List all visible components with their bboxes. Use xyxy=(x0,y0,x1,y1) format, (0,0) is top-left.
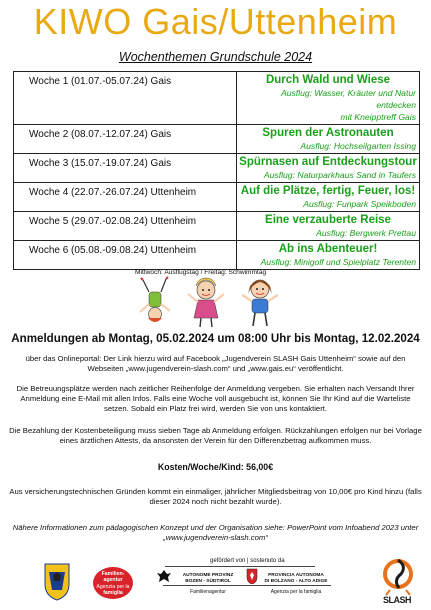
kid-cartwheel-icon xyxy=(140,277,170,322)
info-paragraph-places: Die Betreuungsplätze werden nach zeitlicher Reihenfolge der Anmeldung vergeben. Sie erhalten nach Versandt Ihrer Anmeldung eine E-Mail mit allen Infos. Falls eine Woche voll ausgebucht ist, können Sie Ihr Kind auf die Warteliste setzen. Sobald ein Platz frei wird, werden Sie von uns kontaktiert. xyxy=(16,384,415,413)
registration-period: Anmeldungen ab Montag, 05.02.2024 um 08:00 Uhr bis Montag, 12.02.2024 xyxy=(11,332,420,345)
slash-logo-text: SLASH xyxy=(383,595,412,605)
theme-title: Spuren der Astronauten xyxy=(262,127,394,139)
theme-cell xyxy=(237,241,420,270)
kid-right-icon xyxy=(242,280,278,326)
info-paragraph-more-info: Nähere Informationen zum pädagogischen Konzept und der Organisation siehe: PowerPoint vom Infoabend 2023 unter „www.jugendverein-slash.com“ xyxy=(12,523,419,542)
cost-per-week: Kosten/Woche/Kind: 56,00€ xyxy=(157,462,274,472)
province-de-line1: AUTONOME PROVINZ xyxy=(182,573,234,578)
theme-trip: Ausflug: Naturparkhaus Sand in Taufers xyxy=(263,170,416,180)
familienagentur-de: Familienagentur xyxy=(190,589,226,595)
theme-trip: Ausflug: Minigolf und Spielplatz Terenten xyxy=(260,257,416,267)
theme-title: Ab ins Abenteuer! xyxy=(278,243,378,255)
theme-trip: Ausflug: Bergwerk Prettau xyxy=(316,228,416,238)
theme-title: Eine verzauberte Reise xyxy=(265,214,391,226)
svg-text:Agenzia per la: Agenzia per la xyxy=(96,584,130,590)
theme-trip-line2: mit Kneipptreff Gais xyxy=(340,112,416,122)
theme-trip: Ausflug: Funpark Speikboden xyxy=(303,199,416,209)
theme-title: Durch Wald und Wiese xyxy=(265,74,391,86)
week-cell: Woche 2 (08.07.-12.07.24) Gais xyxy=(14,125,237,154)
south-tyrol-eagle-icon xyxy=(156,569,172,583)
svg-text:famiglia: famiglia xyxy=(103,590,123,596)
theme-cell xyxy=(237,125,420,154)
table-row xyxy=(14,72,420,125)
table-row xyxy=(14,183,420,212)
familienagentur-it: Agenzia per la famiglia xyxy=(270,589,322,595)
footer-divider xyxy=(165,566,315,567)
theme-title: Auf die Plätze, fertig, Feuer, los! xyxy=(240,185,416,197)
support-label: gefördert von | sostenuto da xyxy=(210,558,285,564)
svg-text:Familien-: Familien- xyxy=(101,571,125,577)
table-row xyxy=(14,212,420,241)
familienagentur-logo xyxy=(92,566,134,600)
province-it-line2: DI BOLZANO - ALTO ADIGE xyxy=(264,579,328,584)
table-row xyxy=(14,125,420,154)
info-paragraph-online: über das Onlineportal: Der Link hierzu wird auf Facebook „Jugendverein SLASH Gais Uttenheim“ sowie auf den Webseiten „www.jugendverein-slash.com“ und „www.gais.eu“ veröffentlicht. xyxy=(25,354,406,373)
theme-cell xyxy=(237,212,420,241)
theme-trip: Ausflug: Wasser, Kräuter und Natur entdecken xyxy=(280,88,416,110)
theme-cell xyxy=(237,154,420,183)
province-name-de xyxy=(172,573,244,585)
province-it-line1: PROVINCIA AUTONOMA xyxy=(268,573,324,578)
kids-illustration xyxy=(138,276,303,328)
svg-text:agentur: agentur xyxy=(103,577,123,583)
gais-coat-of-arms-icon xyxy=(44,563,70,601)
week-cell: Woche 4 (22.07.-26.07.24) Uttenheim xyxy=(14,183,237,212)
info-paragraph-payment: Die Bezahlung der Kostenbeteiligung muss sieben Tage ab Anmeldung erfolgen. Rückzahlungen erfolgen nur bei Vorlage eines ärztlichen Attests, da ansonsten der Verein für den Differenzbetrag aufkommen muss. xyxy=(9,426,422,445)
slash-logo-icon xyxy=(381,556,415,596)
kid-center-icon xyxy=(188,278,224,327)
province-de-line2: BOZEN - SÜDTIROL xyxy=(185,579,231,584)
week-cell: Woche 5 (29.07.-02.08.24) Uttenheim xyxy=(14,212,237,241)
theme-title: Spürnasen auf Entdeckungstour xyxy=(239,156,417,168)
theme-cell xyxy=(237,183,420,212)
week-cell: Woche 1 (01.07.-05.07.24) Gais xyxy=(14,72,237,125)
schedule-caption: Mittwoch: Ausflugstag / Freitag: Schwimmtag xyxy=(135,269,267,276)
weekly-themes-table xyxy=(13,71,420,270)
week-cell: Woche 6 (05.08.-09.08.24) Uttenheim xyxy=(14,241,237,270)
province-name-it xyxy=(256,573,336,585)
info-paragraph-membership: Aus versicherungstechnischen Gründen kommt ein einmaliger, jährlicher Mitgliedsbeitrag von 10,00€ pro Kind hinzu (falls dieser 2024 noch nicht bezahlt wurde). xyxy=(9,487,422,506)
theme-cell xyxy=(237,72,420,125)
poster-title: KIWO Gais/Uttenheim xyxy=(33,1,398,42)
table-row xyxy=(14,154,420,183)
poster-subtitle: Wochenthemen Grundschule 2024 xyxy=(118,50,313,64)
table-row xyxy=(14,241,420,270)
week-cell: Woche 3 (15.07.-19.07.24) Gais xyxy=(14,154,237,183)
theme-trip: Ausflug: Hochseilgarten Issing xyxy=(300,141,416,151)
footer-divider-2 xyxy=(163,585,331,586)
